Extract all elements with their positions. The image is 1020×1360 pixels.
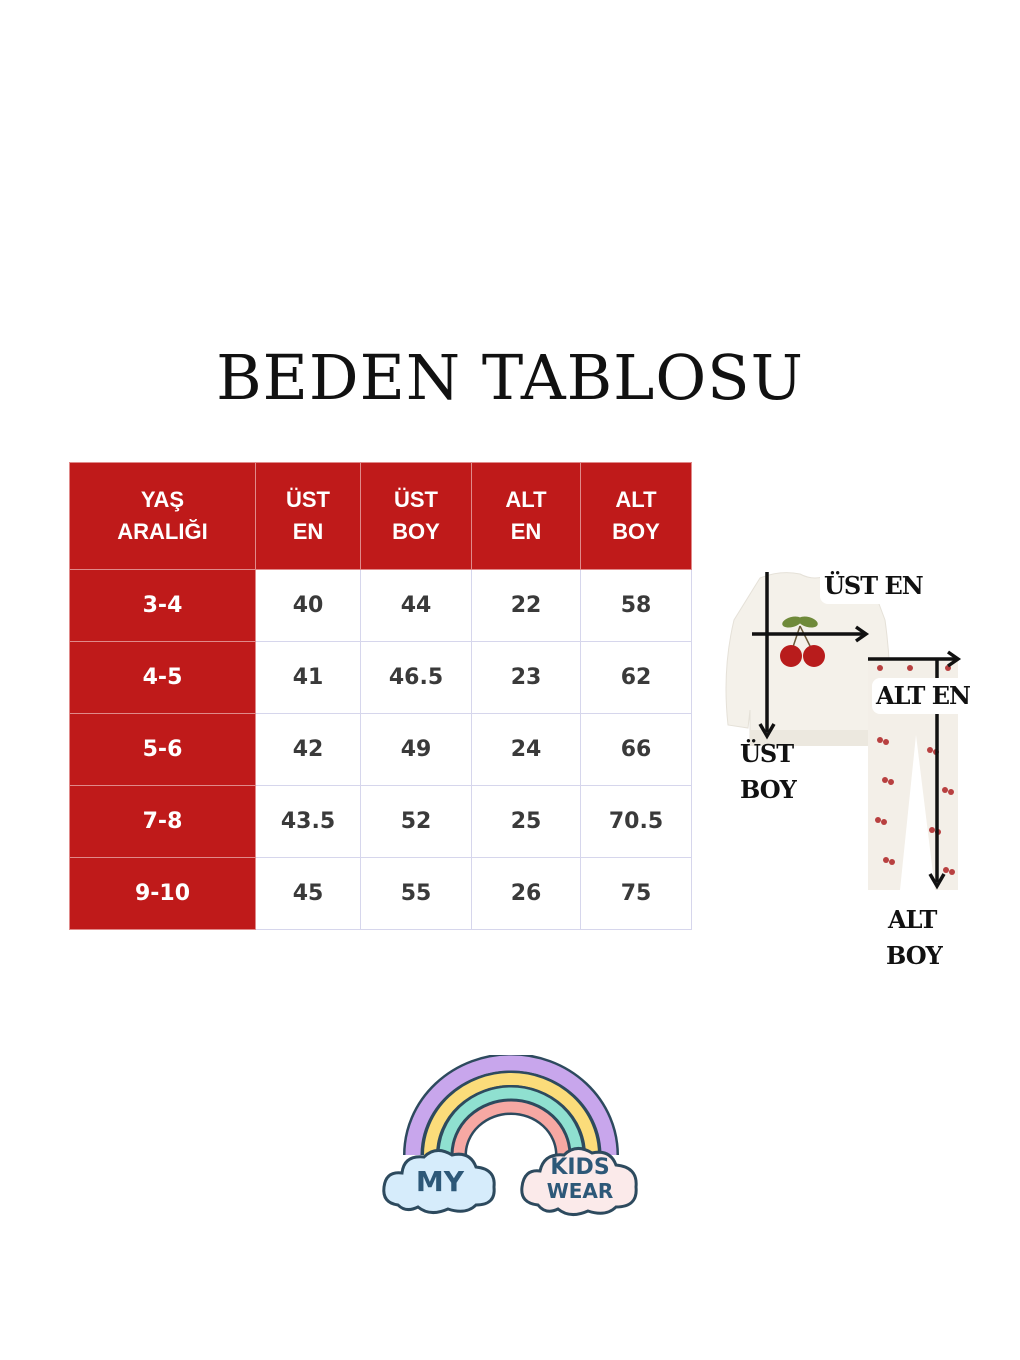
table-row [70,642,692,714]
value-cell: 41 [256,642,361,714]
age-cell: 5-6 [70,714,256,786]
value-cell: 75 [581,858,692,930]
table-row [70,570,692,642]
label-bottom-length-1: ALT [888,905,937,934]
value-cell: 70.5 [581,786,692,858]
age-cell: 4-5 [70,642,256,714]
measurement-diagram [720,560,980,980]
label-top-width: ÜST EN [820,568,927,604]
page-title: BEDEN TABLOSU [216,341,804,414]
value-cell: 23 [472,642,581,714]
logo-word-kids: KIDS [550,1155,610,1180]
age-cell: 7-8 [70,786,256,858]
value-cell: 66 [581,714,692,786]
header-bottom-length: ALT BOY [581,463,692,570]
table-row [70,858,692,930]
label-top-length-1: ÜST [740,739,794,768]
value-cell: 45 [256,858,361,930]
value-cell: 40 [256,570,361,642]
value-cell: 46.5 [361,642,472,714]
value-cell: 43.5 [256,786,361,858]
table-row [70,714,692,786]
value-cell: 49 [361,714,472,786]
age-cell: 3-4 [70,570,256,642]
value-cell: 44 [361,570,472,642]
header-top-width: ÜST EN [256,463,361,570]
size-chart-table [69,462,692,930]
label-bottom-length-2: BOY [886,941,942,970]
value-cell: 55 [361,858,472,930]
table-header-row [70,463,692,570]
age-cell: 9-10 [70,858,256,930]
value-cell: 26 [472,858,581,930]
label-bottom-width: ALT EN [872,678,974,714]
logo-word-my: MY [415,1165,465,1198]
value-cell: 42 [256,714,361,786]
header-bottom-width: ALT EN [472,463,581,570]
label-top-length-2: BOY [740,775,796,804]
value-cell: 24 [472,714,581,786]
value-cell: 22 [472,570,581,642]
header-top-length: ÜST BOY [361,463,472,570]
value-cell: 52 [361,786,472,858]
logo-word-wear: WEAR [546,1179,614,1203]
brand-logo [378,1055,644,1225]
table-row [70,786,692,858]
value-cell: 58 [581,570,692,642]
value-cell: 25 [472,786,581,858]
header-age-range: YAŞ ARALIĞI [70,463,256,570]
value-cell: 62 [581,642,692,714]
